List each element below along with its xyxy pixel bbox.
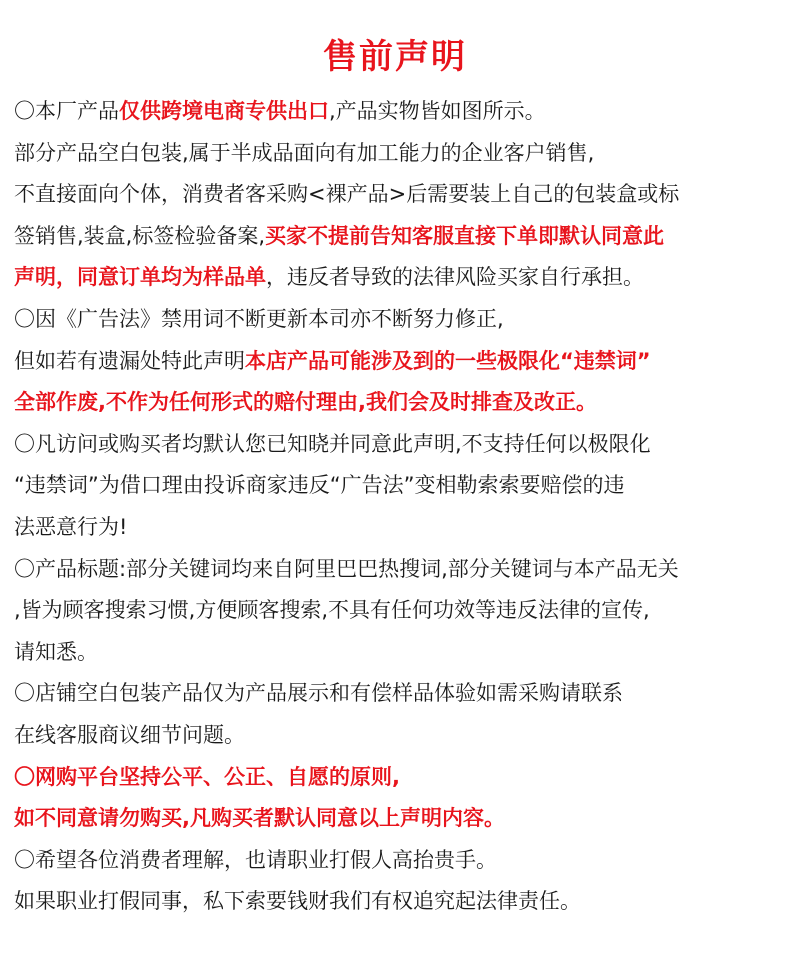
declaration-line: [14, 382, 784, 424]
highlight-text: 买家不提前告知客服直接下单即默认同意此: [265, 223, 665, 248]
body-text: 请知悉。: [14, 639, 98, 664]
declaration-line: [14, 881, 784, 923]
body-text: 法恶意行为!: [14, 514, 128, 539]
body-text: 部分产品空白包装,属于半成品面向有加工能力的企业客户销售,: [14, 140, 595, 165]
declaration-line: [14, 590, 784, 632]
declaration-line: [14, 341, 784, 383]
highlight-text: 全部作废,不作为任何形式的赔付理由,我们会及时排查及改正。: [14, 390, 597, 415]
body-text: 〇因《广告法》禁用词不断更新本司亦不断努力修正,: [14, 306, 504, 331]
declaration-line: [14, 299, 784, 341]
body-text: “违禁词”为借口理由投诉商家违反“广告法”变相勒索索要赔偿的违: [14, 473, 625, 498]
declaration-line: [14, 715, 784, 757]
declaration-line: [14, 507, 784, 549]
body-text: 〇希望各位消费者理解，也请职业打假人高抬贵手。: [14, 847, 497, 872]
body-text: 〇凡访问或购买者均默认您已知晓并同意此声明,不支持任何以极限化: [14, 431, 651, 456]
highlight-text: 仅供跨境电商专供出口: [119, 99, 329, 123]
highlight-text: 声明，同意订单均为样品单: [14, 265, 266, 290]
body-text: 如果职业打假同事，私下索要钱财我们有权追究起法律责任。: [14, 889, 581, 914]
declaration-line: [14, 465, 784, 507]
body-text: 〇产品标题:部分关键词均来自阿里巴巴热搜词,部分关键词与本产品无关: [14, 556, 679, 581]
highlight-text: 本店产品可能涉及到的一些极限化“违禁词”: [245, 348, 651, 373]
declaration-line: [14, 673, 784, 715]
highlight-text: 如不同意请勿购买,凡购买者默认同意以上声明内容。: [14, 806, 505, 831]
declaration-line: [14, 91, 784, 133]
declaration-line: [14, 424, 784, 466]
declaration-line: [14, 840, 784, 882]
body-text: 但如若有遗漏处特此声明: [14, 348, 245, 373]
declaration-body: [14, 91, 784, 923]
body-text: ,产品实物皆如图所示。: [329, 99, 546, 123]
body-text: 在线客服商议细节问题。: [14, 722, 245, 747]
body-text: ,皆为顾客搜索习惯,方便顾客搜索,不具有任何功效等违反法律的宣传,: [14, 598, 650, 623]
declaration-line: [14, 133, 784, 175]
declaration-line: [14, 216, 784, 258]
declaration-line: [14, 632, 784, 674]
body-text: 签销售,装盒,标签检验备案,: [14, 223, 266, 248]
body-text: 〇本厂产品: [14, 99, 119, 123]
declaration-line: [14, 798, 784, 840]
highlight-text: 〇网购平台坚持公平、公正、自愿的原则,: [14, 764, 400, 789]
declaration-line: [14, 549, 784, 591]
declaration-line: [14, 257, 784, 299]
body-text: 不直接面向个体，消费者客采购<裸产品>后需要装上自己的包装盒或标: [14, 182, 680, 207]
declaration-line: [14, 757, 784, 799]
body-text: 〇店铺空白包装产品仅为产品展示和有偿样品体验如需采购请联系: [14, 681, 623, 706]
declaration-line: [14, 174, 784, 216]
page-title: 售前声明: [323, 37, 467, 77]
body-text: ，违反者导致的法律风险买家自行承担。: [266, 265, 644, 290]
